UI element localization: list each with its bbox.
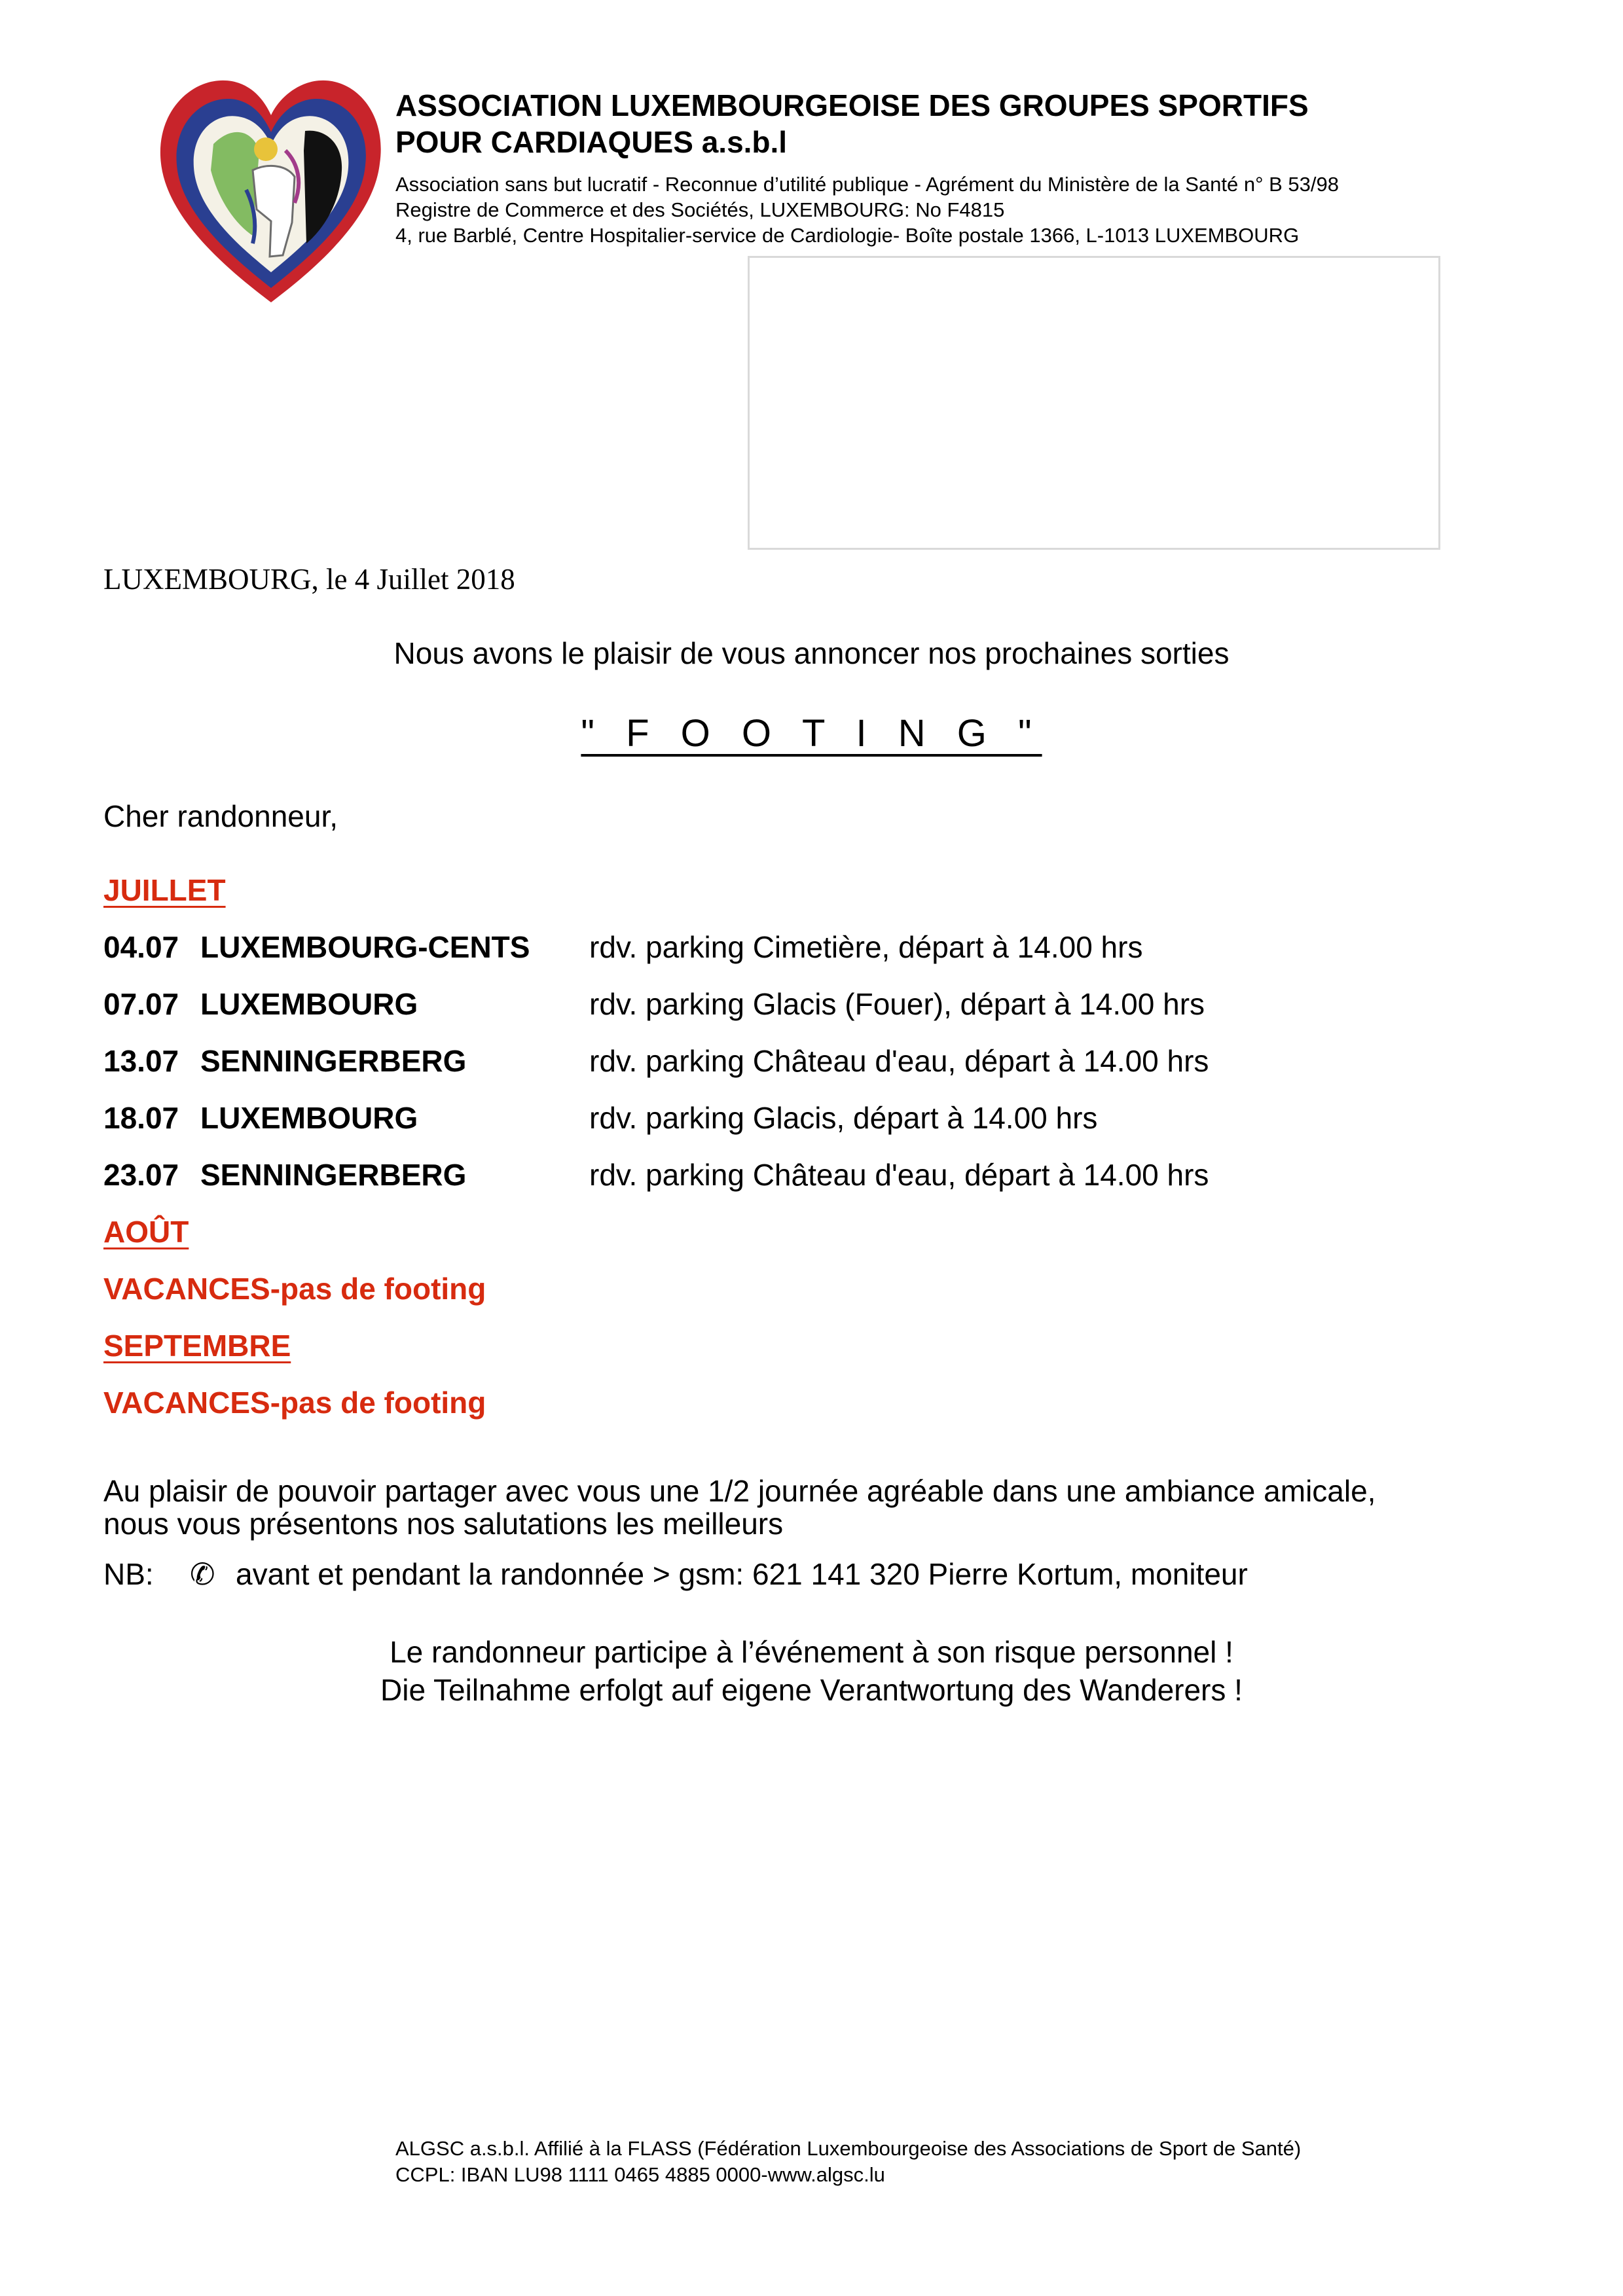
disclaimer-fr: Le randonneur participe à l’événement à son risque personnel !	[390, 1635, 1233, 1669]
letter-title-text: " F O O T I N G "	[581, 712, 1042, 755]
event-info: rdv. parking Cimetière, départ à 14.00 hrs	[589, 930, 1143, 964]
event-place: SENNINGERBERG	[200, 1044, 467, 1078]
organization-name	[395, 87, 1508, 160]
month-heading-august: AOÛT	[103, 1215, 189, 1249]
organization-details	[395, 171, 1508, 248]
month-heading-september: SEPTEMBRE	[103, 1329, 291, 1363]
event-date: 04.07	[103, 930, 179, 964]
event-place: LUXEMBOURG-CENTS	[200, 930, 530, 964]
organization-name-line1: ASSOCIATION LUXEMBOURGEOISE DES GROUPES SPORTIFS	[395, 88, 1309, 122]
august-vacation-note: VACANCES-pas de footing	[103, 1272, 486, 1306]
footer-bank-info: CCPL: IBAN LU98 1111 0465 4885 0000-www.algsc.lu	[395, 2163, 885, 2186]
event-info: rdv. parking Château d'eau, départ à 14.00 hrs	[589, 1044, 1209, 1078]
closing-line1: Au plaisir de pouvoir partager avec vous une 1/2 journée agréable dans une ambiance amicale,	[103, 1474, 1376, 1508]
event-info: rdv. parking Glacis (Fouer), départ à 14.00 hrs	[589, 987, 1205, 1021]
organization-registry: Registre de Commerce et des Sociétés, LUXEMBOURG: No F4815	[395, 198, 1005, 221]
event-date: 18.07	[103, 1101, 179, 1135]
footer	[395, 2136, 1301, 2188]
event-info: rdv. parking Château d'eau, départ à 14.00 hrs	[589, 1158, 1209, 1192]
phone-icon: ✆	[190, 1557, 215, 1591]
letter-date: LUXEMBOURG, le 4 Juillet 2018	[103, 563, 515, 596]
organization-status: Association sans but lucratif - Reconnue d’utilité publique - Agrément du Ministère de la Santé n° B 53/98	[395, 173, 1339, 196]
organization-address: 4, rue Barblé, Centre Hospitalier-service de Cardiologie- Boîte postale 1366, L-1013 LUXEMBOURG	[395, 224, 1300, 247]
event-place: LUXEMBOURG	[200, 1101, 418, 1135]
nb-label: NB:	[103, 1557, 154, 1591]
event-place: LUXEMBOURG	[200, 987, 418, 1021]
event-date: 13.07	[103, 1044, 179, 1078]
month-heading-july: JUILLET	[103, 873, 226, 907]
letter-intro: Nous avons le plaisir de vous annoncer nos prochaines sorties	[393, 636, 1230, 670]
september-vacation-note: VACANCES-pas de footing	[103, 1386, 486, 1420]
organization-name-line2: POUR CARDIAQUES a.s.b.l	[395, 125, 788, 159]
closing-paragraph	[103, 1475, 1376, 1540]
event-info: rdv. parking Glacis, départ à 14.00 hrs	[589, 1101, 1098, 1135]
nb-contact-text: avant et pendant la randonnée > gsm: 621 141 320 Pierre Kortum, moniteur	[236, 1557, 1248, 1591]
footer-affiliation: ALGSC a.s.b.l. Affilié à la FLASS (Fédération Luxembourgeoise des Associations de Sport de Santé)	[395, 2137, 1302, 2160]
event-date: 23.07	[103, 1158, 179, 1192]
event-date: 07.07	[103, 987, 179, 1021]
event-place: SENNINGERBERG	[200, 1158, 467, 1192]
heart-logo-icon	[155, 72, 388, 308]
disclaimer-de: Die Teilnahme erfolgt auf eigene Verantwortung des Wanderers !	[380, 1673, 1243, 1707]
recipient-address-box	[748, 256, 1440, 550]
disclaimer	[0, 1633, 1623, 1709]
letter-title	[0, 711, 1623, 755]
letter-greeting: Cher randonneur,	[103, 799, 338, 833]
closing-line2: nous vous présentons nos salutations les meilleurs	[103, 1507, 784, 1541]
